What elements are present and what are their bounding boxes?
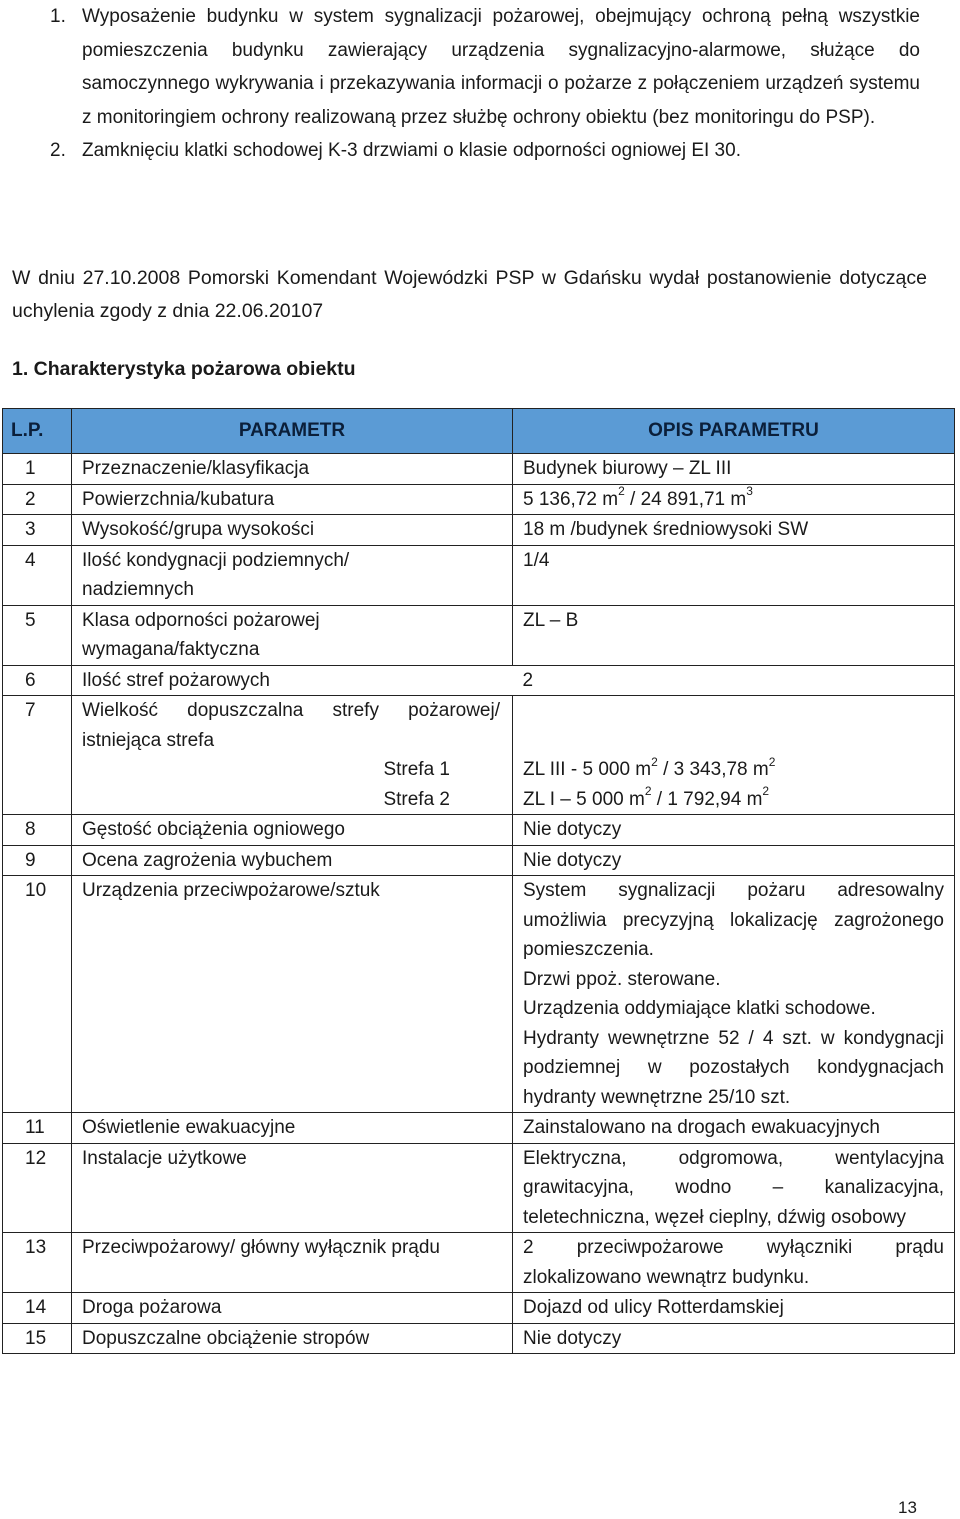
- table-row: [3, 1233, 955, 1293]
- table-row: [3, 484, 955, 515]
- cell-description: 2 przeciwpożarowe wyłączniki prądu zlokalizowano wewnątrz budynku.: [513, 1233, 955, 1293]
- volume-value: / 24 891,71 m: [624, 488, 747, 510]
- list-item-text: Wyposażenie budynku w system sygnalizacji pożarowej, obejmujący ochroną pełną wszystkie pomieszczenia budynku zawierający urządzenia sygnalizacyjno-alarmowe, służące do samoczynnego wykrywania i przekazywania informacji o pożarze z połączeniem urządzeń systemu z monitoringiem ochrony realizowaną przez służbę ochrony obiektu (bez monitoringu do PSP).: [82, 6, 920, 128]
- cell-parameter: Wysokość/grupa wysokości: [72, 515, 513, 546]
- zone-2-value: ZL I – 5 000 $m^2 / 1$ 792,94 $m^2$: [523, 784, 770, 810]
- zone-1-label: Strefa 1: [383, 759, 450, 780]
- cell-lp: 2: [3, 484, 72, 515]
- parameter-text-line2: istniejąca strefa: [82, 729, 215, 751]
- cell-lp: 6: [3, 665, 72, 696]
- table-row: [3, 515, 955, 546]
- cell-lp: 12: [3, 1143, 72, 1233]
- cell-description: Nie dotyczy: [513, 845, 955, 876]
- section-title: 1. Charakterystyka pożarowa obiektu: [12, 358, 356, 380]
- cell-lp: 13: [3, 1233, 72, 1293]
- cell-description: Nie dotyczy: [513, 815, 955, 846]
- table-row: [3, 605, 955, 665]
- cell-description: 2: [513, 665, 955, 696]
- cell-parameter: Ocena zagrożenia wybuchem: [72, 845, 513, 876]
- cell-description: [513, 696, 955, 815]
- table-row: [3, 815, 955, 846]
- cell-lp: 3: [3, 515, 72, 546]
- cell-lp: 5: [3, 605, 72, 665]
- numbered-list: [0, 0, 960, 168]
- cell-parameter: Ilość stref pożarowych: [72, 665, 513, 696]
- cell-parameter: Dopuszczalne obciążenie stropów: [72, 1323, 513, 1354]
- intro-paragraph: W dniu 27.10.2008 Pomorski Komendant Wojewódzki PSP w Gdańsku wydał postanowienie dotyczące uchylenia zgody z dnia 22.06.20107: [12, 267, 927, 322]
- cell-lp: 8: [3, 815, 72, 846]
- cell-description: 1/4: [513, 545, 955, 605]
- table-row: [3, 665, 955, 696]
- cell-description: Dojazd od ulicy Rotterdamskiej: [513, 1293, 955, 1324]
- cell-description: ZL – B: [513, 605, 955, 665]
- list-item: [0, 0, 960, 134]
- parameter-text: Klasa odporności pożarowej wymagana/faktyczna: [82, 609, 320, 660]
- area-value: 5 136,72 m: [523, 488, 619, 510]
- page-number: 13: [898, 1498, 917, 1517]
- cell-description: [513, 876, 955, 1113]
- cell-parameter: Gęstość obciążenia ogniowego: [72, 815, 513, 846]
- area-unit-exponent: 2: [618, 484, 625, 499]
- list-item-number: 1.: [50, 6, 66, 27]
- cell-description: 18 m /budynek średniowysoki SW: [513, 515, 955, 546]
- cell-parameter: Instalacje użytkowe: [72, 1143, 513, 1233]
- table-row: [3, 1323, 955, 1354]
- table-row: [3, 845, 955, 876]
- table-row: [3, 696, 955, 815]
- cell-lp: 1: [3, 454, 72, 485]
- description-line: Urządzenia oddymiające klatki schodowe.: [523, 998, 876, 1019]
- cell-lp: 11: [3, 1113, 72, 1144]
- table-row: [3, 454, 955, 485]
- description-line: System sygnalizacji pożaru adresowalny umożliwia precyzyjną lokalizację zagrożonego pomieszczenia.: [523, 880, 944, 960]
- cell-parameter: Przeznaczenie/klasyfikacja: [72, 454, 513, 485]
- cell-lp: 15: [3, 1323, 72, 1354]
- cell-lp: 10: [3, 876, 72, 1113]
- parameter-text: Ilość kondygnacji podziemnych/ nadziemnych: [82, 549, 350, 600]
- header-lp: L.P.: [3, 409, 72, 454]
- cell-lp: 4: [3, 545, 72, 605]
- cell-parameter: [72, 696, 513, 815]
- cell-description: Nie dotyczy: [513, 1323, 955, 1354]
- description-line: Hydranty wewnętrzne 52 / 4 szt. w kondygnacji podziemnej w pozostałych kondygnacjach hydranty wewnętrzne 25/10 szt.: [523, 1027, 944, 1108]
- volume-unit-exponent: 3: [746, 484, 753, 499]
- list-item: [0, 134, 960, 168]
- zone-2-label: Strefa 2: [383, 788, 450, 810]
- cell-parameter: [72, 605, 513, 665]
- cell-parameter: Powierzchnia/kubatura: [72, 484, 513, 515]
- cell-lp: 14: [3, 1293, 72, 1324]
- parameter-text-line1: Wielkość dopuszczalna strefy pożarowej/: [82, 700, 500, 721]
- cell-description: Budynek biurowy – ZL III: [513, 454, 955, 485]
- table-row: [3, 545, 955, 605]
- cell-lp: 7: [3, 696, 72, 815]
- cell-description: Elektryczna, odgromowa, wentylacyjna grawitacyjna, wodno – kanalizacyjna, teletechniczna, węzeł cieplny, dźwig osobowy: [513, 1143, 955, 1233]
- list-item-number: 2.: [50, 140, 66, 161]
- zone-1-value: ZL III - 5 000 $m^2 / 3$ 343,78 $m^2$: [523, 754, 776, 780]
- cell-parameter: [72, 545, 513, 605]
- cell-description: [513, 484, 955, 515]
- cell-description: Zainstalowano na drogach ewakuacyjnych: [513, 1113, 955, 1144]
- description-line: Drzwi ppoż. sterowane.: [523, 968, 721, 990]
- cell-parameter: Droga pożarowa: [72, 1293, 513, 1324]
- table-row: [3, 1293, 955, 1324]
- cell-parameter: Przeciwpożarowy/ główny wyłącznik prądu: [72, 1233, 513, 1293]
- table-row: [3, 1113, 955, 1144]
- table-row: [3, 1143, 955, 1233]
- header-parameter: PARAMETR: [72, 409, 513, 454]
- cell-parameter: Oświetlenie ewakuacyjne: [72, 1113, 513, 1144]
- list-item-text: Zamknięciu klatki schodowej K-3 drzwiami o klasie odporności ogniowej EI 30.: [82, 140, 741, 161]
- cell-parameter: Urządzenia przeciwpożarowe/sztuk: [72, 876, 513, 1113]
- table-row: [3, 876, 955, 1113]
- cell-lp: 9: [3, 845, 72, 876]
- fire-characteristics-table: [2, 408, 955, 1354]
- header-description: OPIS PARAMETRU: [513, 409, 955, 454]
- table-header-row: [3, 409, 955, 454]
